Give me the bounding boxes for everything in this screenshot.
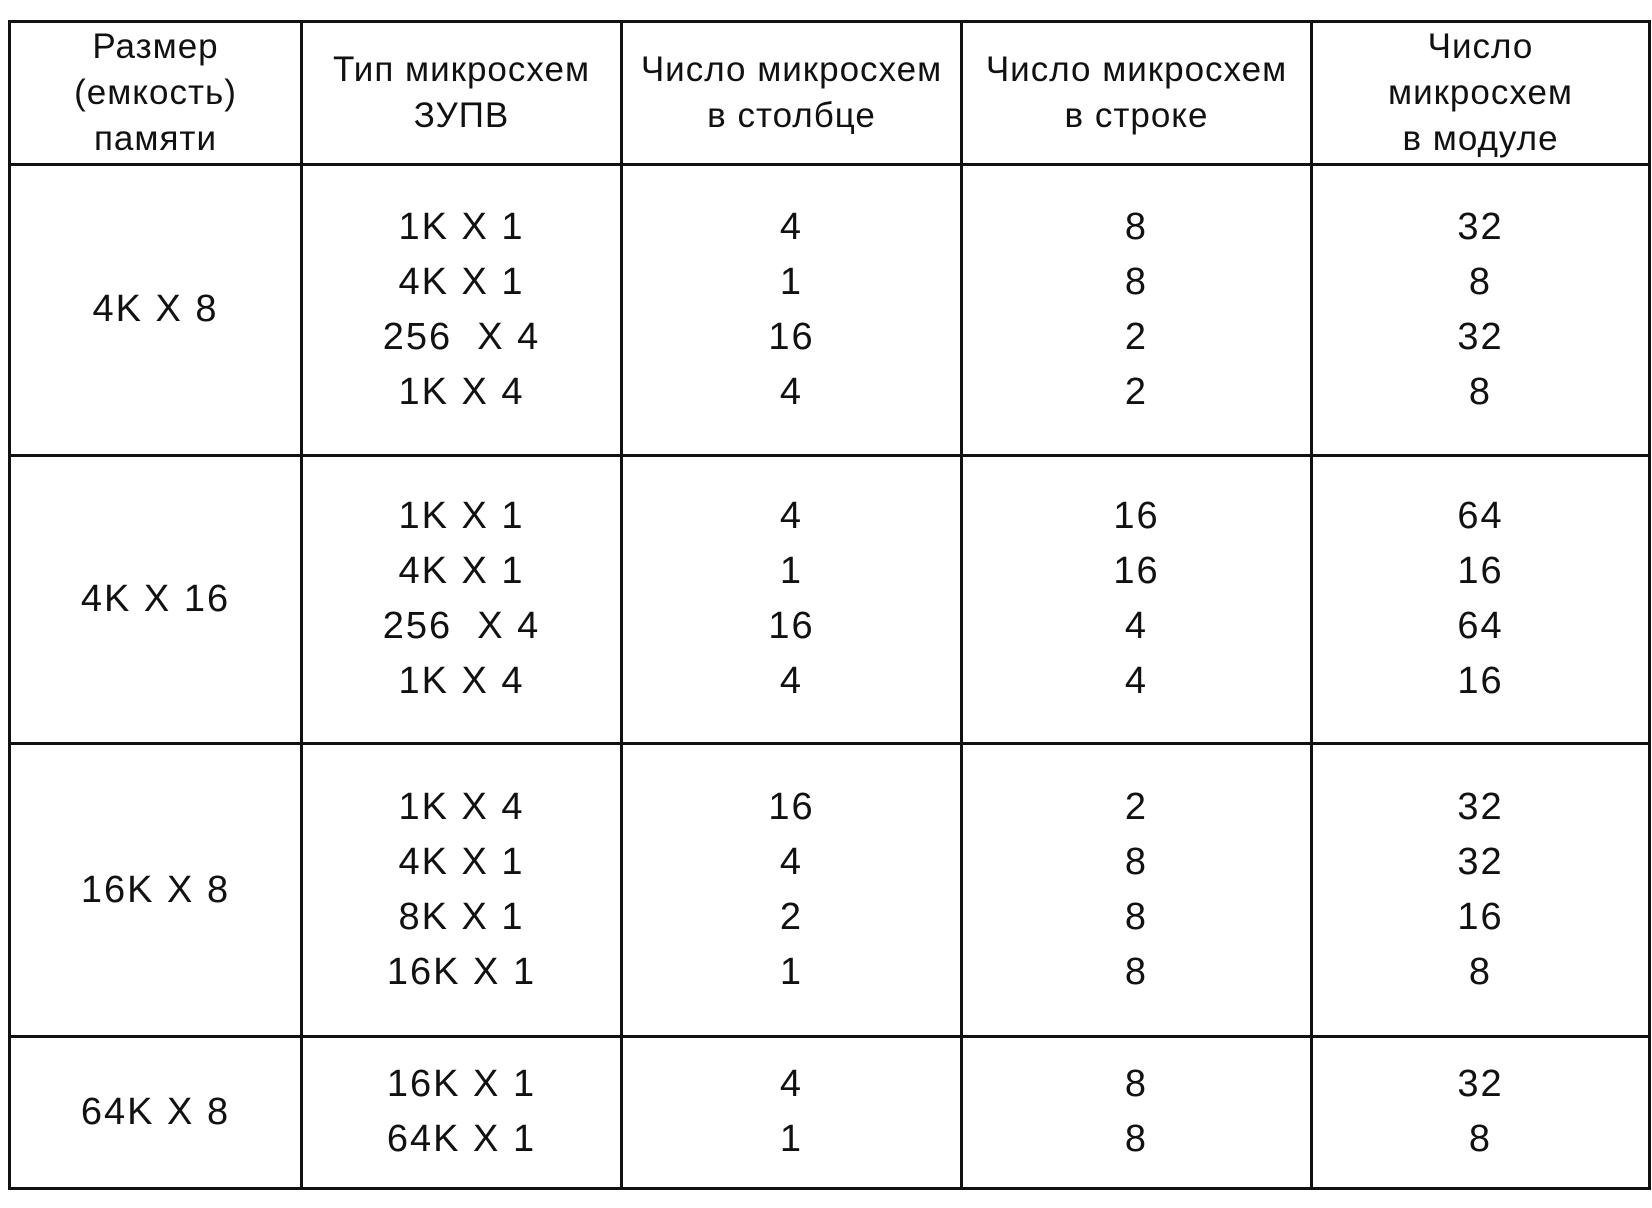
per-row-value: 8: [1124, 260, 1149, 303]
per-column-value: 1: [779, 550, 804, 593]
header-memory-size: [10, 22, 302, 165]
per-row-cell: [962, 1036, 1312, 1188]
per-module-cell: [1312, 1036, 1650, 1188]
header-chip-type: [302, 22, 622, 165]
per-column-value: 1: [779, 260, 804, 303]
per-module-value: 8: [1468, 370, 1493, 413]
memory-module-table: [8, 20, 1651, 1190]
per-module-cell: [1312, 165, 1650, 456]
chip-type-value: 16K X 1: [386, 1063, 537, 1106]
header-chips-per-column: [622, 22, 962, 165]
chip-type-value: 1K X 1: [398, 205, 525, 248]
per-column-value: 16: [768, 315, 815, 358]
per-column-value: 16: [768, 786, 815, 829]
per-module-value: 8: [1468, 260, 1493, 303]
chip-type-value: 256 X 4: [382, 315, 541, 358]
per-row-value: 8: [1124, 1063, 1149, 1106]
memory-size-cell: 64K X 8: [10, 1036, 302, 1188]
per-row-value: 2: [1124, 315, 1149, 358]
per-module-value: 32: [1457, 841, 1504, 884]
header-line: в столбце: [707, 96, 876, 135]
per-module-value: 64: [1457, 605, 1504, 648]
chip-type-value: 256 X 4: [382, 605, 541, 648]
header-line: Размер: [92, 27, 219, 66]
per-row-value: 8: [1124, 841, 1149, 884]
chip-type-value: 4K X 1: [398, 550, 525, 593]
per-column-value: 16: [768, 605, 815, 648]
per-module-value: 8: [1468, 1118, 1493, 1161]
per-row-cell: [962, 165, 1312, 456]
header-line: в строке: [1064, 96, 1209, 135]
header-line: Число: [1427, 27, 1534, 66]
memory-size-cell: 4K X 8: [10, 165, 302, 456]
header-chips-per-module: [1312, 22, 1650, 165]
chip-type-value: 4K X 1: [398, 841, 525, 884]
table-header: [10, 22, 1650, 165]
per-column-value: 4: [779, 1063, 804, 1106]
per-column-value: 1: [779, 951, 804, 994]
chip-type-value: 1K X 4: [398, 370, 525, 413]
per-module-value: 32: [1457, 315, 1504, 358]
per-module-value: 32: [1457, 205, 1504, 248]
per-module-value: 16: [1457, 550, 1504, 593]
table-body: [10, 165, 1650, 1189]
memory-size-cell: 16K X 8: [10, 744, 302, 1037]
chip-type-cell: [302, 165, 622, 456]
chip-type-value: 64K X 1: [386, 1118, 537, 1161]
per-row-value: 4: [1124, 605, 1149, 648]
per-column-value: 1: [779, 1118, 804, 1161]
per-column-cell: [622, 455, 962, 744]
header-line: Число микросхем: [985, 50, 1288, 89]
header-line: микросхем: [1388, 73, 1573, 112]
per-column-value: 4: [779, 841, 804, 884]
per-column-cell: [622, 1036, 962, 1188]
per-column-value: 4: [779, 370, 804, 413]
table-row: [10, 744, 1650, 1037]
header-line: памяти: [93, 119, 217, 158]
table-row: [10, 455, 1650, 744]
header-line: в модуле: [1402, 119, 1559, 158]
per-row-value: 16: [1113, 550, 1160, 593]
per-row-value: 2: [1124, 370, 1149, 413]
per-row-value: 8: [1124, 1118, 1149, 1161]
chip-type-value: 4K X 1: [398, 260, 525, 303]
chip-type-value: 1K X 4: [398, 660, 525, 703]
per-column-cell: [622, 165, 962, 456]
chip-type-value: 8K X 1: [398, 896, 525, 939]
per-module-value: 32: [1457, 1063, 1504, 1106]
per-row-value: 2: [1124, 786, 1149, 829]
per-module-cell: [1312, 744, 1650, 1037]
per-row-value: 8: [1124, 896, 1149, 939]
per-column-value: 4: [779, 660, 804, 703]
chip-type-value: 1K X 1: [398, 495, 525, 538]
per-row-cell: [962, 455, 1312, 744]
header-chips-per-row: [962, 22, 1312, 165]
per-module-value: 16: [1457, 896, 1504, 939]
per-row-value: 8: [1124, 951, 1149, 994]
per-module-value: 32: [1457, 786, 1504, 829]
per-module-value: 64: [1457, 495, 1504, 538]
memory-size-cell: 4K X 16: [10, 455, 302, 744]
header-line: Тип микросхем: [332, 50, 591, 89]
per-column-cell: [622, 744, 962, 1037]
header-row: [10, 22, 1650, 165]
chip-type-value: 1K X 4: [398, 786, 525, 829]
per-column-value: 4: [779, 495, 804, 538]
header-line: Число микросхем: [640, 50, 943, 89]
table-row: [10, 1036, 1650, 1188]
table-row: [10, 165, 1650, 456]
per-row-cell: [962, 744, 1312, 1037]
chip-type-cell: [302, 744, 622, 1037]
header-line: (емкость): [74, 73, 237, 112]
per-column-value: 4: [779, 205, 804, 248]
chip-type-cell: [302, 1036, 622, 1188]
header-line: ЗУПВ: [413, 96, 510, 135]
chip-type-value: 16K X 1: [386, 951, 537, 994]
per-row-value: 4: [1124, 660, 1149, 703]
per-module-cell: [1312, 455, 1650, 744]
per-row-value: 16: [1113, 495, 1160, 538]
chip-type-cell: [302, 455, 622, 744]
per-module-value: 8: [1468, 951, 1493, 994]
per-module-value: 16: [1457, 660, 1504, 703]
per-column-value: 2: [779, 896, 804, 939]
per-row-value: 8: [1124, 205, 1149, 248]
